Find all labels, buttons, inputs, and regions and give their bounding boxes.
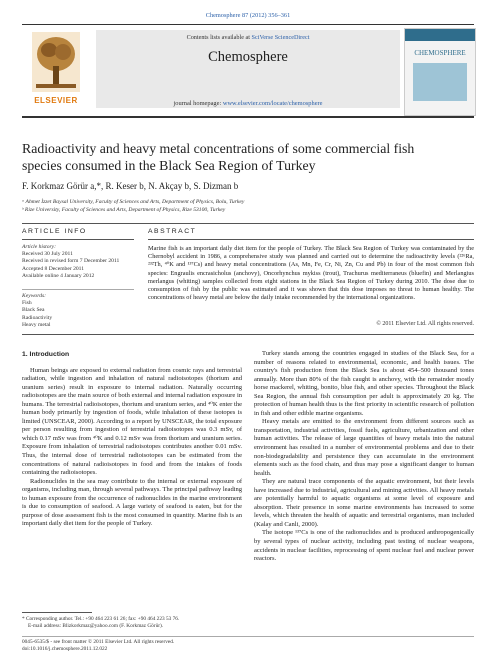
left-column [22, 351, 242, 529]
homepage-link[interactable]: www.elsevier.com/locate/chemosphere [222, 100, 323, 107]
elsevier-logo [22, 28, 90, 110]
intro-paragraph: Radionuclides in the sea may contribute to the internal or external exposure of organisms, including man, through several pathways. The principal pathway leading to human exposure from the occurrence of radionuclides in the marine environment is due to consumption of seafood. A large variety of seafood is eaten, but for the purpose of dose assessment fish is the most consumed in quantity. Marine fish is an important daily diet item for the people of Turkey. [22, 477, 242, 528]
journal-banner [96, 30, 400, 108]
journal-title: Chemosphere [208, 49, 288, 65]
homepage-text: journal homepage: [173, 100, 223, 107]
journal-citation[interactable]: Chemosphere 87 (2012) 356–361 [205, 12, 291, 19]
info-rule [22, 239, 134, 240]
abstract-heading: ABSTRACT [148, 228, 197, 235]
abstract-text: Marine fish is an important daily diet item for the people of Turkey. The Black Sea Region of Turkey was contaminated by the Chernobyl accident in 1986, a comprehensive study was planned and carried out to determine the radioactivity levels (²²⁶Ra, ²³²Th, ⁴⁰K and ¹³⁷Cs) and heavy metal concentrations (As, Mn, Fe, Cr, Ni, Zn, Cu and Pb) in four of the most common fish species: Engraulis encrasicholus (anchovy), Oncorhynchus mykiss (trout), Trachurus mediterraneus (bluefin) and Merlangius merlangus (whiting) samples collected from eight stations in the Black Sea Region of Turkey during 2010. The dose due to consumption of fish by the public was estimated and it was shown that this dose imposes no threat to human healthy. The concentrations of heavy metal are below the daily intake recommended by the international organizations. [148, 245, 474, 302]
title-line-2: species consumed in the Black Sea Region of Turkey [22, 158, 316, 173]
article-info-heading: ARTICLE INFO [22, 228, 87, 235]
keywords-rule [22, 289, 134, 290]
affiliation-a: ᵃ Ahmet İzzet Baysal University, Faculty of Sciences and Arts, Department of Physics, Bolu, Turkey [22, 199, 245, 205]
intro-paragraph: Heavy metals are emitted to the environment from different sources such as transportation, industrial activities, fossil fuels, agriculture, urbanization and other human activities. The release of large quantities of heavy metals into the natural environment has resulted in a number of environmental problems and due to their non-biodegradability and persistence they can accumulate in the environment elements such as the food chain, and thus may pose a significant danger to human health. [254, 418, 474, 477]
abstract-rule [148, 239, 474, 240]
intro-paragraph: They are natural trace components of the aquatic environment, but their levels have increased due to industrial, agricultural and mining activities. All heavy metals are potentially harmful to aquatic organisms at some level of exposure and absorption. Their presence in some marine environments has increased to some levels, which threaten the health of aquatic and terrestrial organisms, man included (Kalay and Canli, 2000). [254, 478, 474, 528]
history-revised: Received in revised form 7 December 2011 [22, 258, 120, 265]
corresponding-author: * Corresponding author. Tel.: +90 464 223 61 26; fax: +90 464 223 53 76. [22, 616, 180, 622]
title-line-1: Radioactivity and heavy metal concentrations of some commercial fish [22, 141, 415, 156]
copyright: © 2011 Elsevier Ltd. All rights reserved. [376, 321, 474, 327]
intro-paragraph: The isotope ¹³⁷Cs is one of the radionuclides and is produced anthropogenically by several types of nuclear activity, including past testing of nuclear weapons, accidents in nuclear facilities, reprocessing of spent nuclear fuel and nuclear power reactors. [254, 529, 474, 563]
keyword-item: Radioactivity [22, 314, 53, 321]
homepage-line [96, 100, 400, 107]
abstract-bottom-rule [22, 334, 474, 335]
footnote [22, 616, 242, 630]
header-top-rule [22, 24, 474, 25]
history-label: Article history: [22, 244, 57, 250]
email-line[interactable]: E-mail address: Blizkorkmaz@yahoo.com (F. Korkmaz Görür). [28, 622, 164, 629]
affiliation-b: ᵇ Rize University, Faculty of Sciences and Arts, Department of Physics, Rize 53100, Turkey [22, 207, 226, 213]
contents-line [96, 34, 400, 41]
sciencedirect-link[interactable]: SciVerse ScienceDirect [251, 34, 310, 41]
elsevier-tree-icon [32, 32, 80, 92]
issn-rule [22, 636, 474, 637]
author-list: F. Korkmaz Görür a,*, R. Keser b, N. Akçay b, S. Dizman b [22, 181, 239, 191]
introduction-heading: 1. Introduction [22, 351, 70, 358]
cover-image [413, 63, 467, 101]
keywords [22, 293, 140, 329]
history-received: Received 30 July 2011 [22, 251, 73, 258]
article-title [22, 140, 472, 174]
doi-line[interactable]: doi:10.1016/j.chemosphere.2011.12.022 [22, 645, 108, 652]
issn-line: 0045-6535/$ - see front matter © 2011 Elsevier Ltd. All rights reserved. [22, 639, 175, 645]
info-top-rule [22, 223, 474, 224]
keywords-label: Keywords: [22, 293, 47, 299]
journal-cover-thumbnail [404, 28, 476, 116]
keyword-item: Fish [22, 300, 32, 307]
issn-block [22, 639, 322, 653]
keyword-item: Black Sea [22, 307, 45, 314]
header-bottom-rule [22, 116, 474, 118]
history-online: Available online 4 January 2012 [22, 272, 95, 279]
intro-paragraph: Human beings are exposed to external radiation from cosmic rays and terrestrial radiation, while ingestion and inhalation of natural radioisotopes (thorium and uranium series) result in exposure to internal radiation. Naturally occurring radioisotopes are the main source of both external and internal radiation exposure in humans. The terrestrial radioisotopes, thorium and uranium series, and ⁴⁰K enter the human body primarily by ingestion of foods, while inhalation of these isotopes is limited (UNSCEAR, 2000). According to a report by UNSCEAR, the total exposure per person resulting from ingestion of terrestrial radioisotopes was 0.3 mSv, of which 0.17 mSv was from ⁴⁰K and 0.12 mSv was from thorium and uranium series. Exposure from inhalation of terrestrial radioisotopes contributes another 0.01 mSv. Thus, the internal dose of terrestrial radioisotopes can be estimated from the concentrations of natural radioisotopes in food and from the intakes of foods containing the radioisotopes. [22, 366, 242, 477]
cover-band [405, 29, 475, 41]
publisher-name: ELSEVIER [34, 96, 78, 105]
contents-text: Contents lists available at [186, 34, 252, 41]
cover-title: CHEMOSPHERE [414, 49, 466, 57]
footnote-rule [22, 612, 92, 613]
right-column [254, 350, 474, 564]
article-history [22, 244, 140, 280]
history-accepted: Accepted 8 December 2011 [22, 265, 85, 272]
keyword-item: Heavy metal [22, 321, 51, 328]
intro-paragraph: Turkey stands among the countries engaged in studies of the Black Sea, for a number of reasons related to environmental, economic, and health issues. The country's fish production from the Black Sea is about 454–500 thousand tones annually. More than 80% of the fish caught is anchovy, with the remainder mostly horse mackerel, whiting, bonito, blue fish, and other species. Throughout the Black Sea Region, the annual fish consumption per adult is approximately 20 kg. The protection of human health thus is the first priority in scientific research of pollution in fish and other edible marine organisms. [254, 350, 474, 417]
